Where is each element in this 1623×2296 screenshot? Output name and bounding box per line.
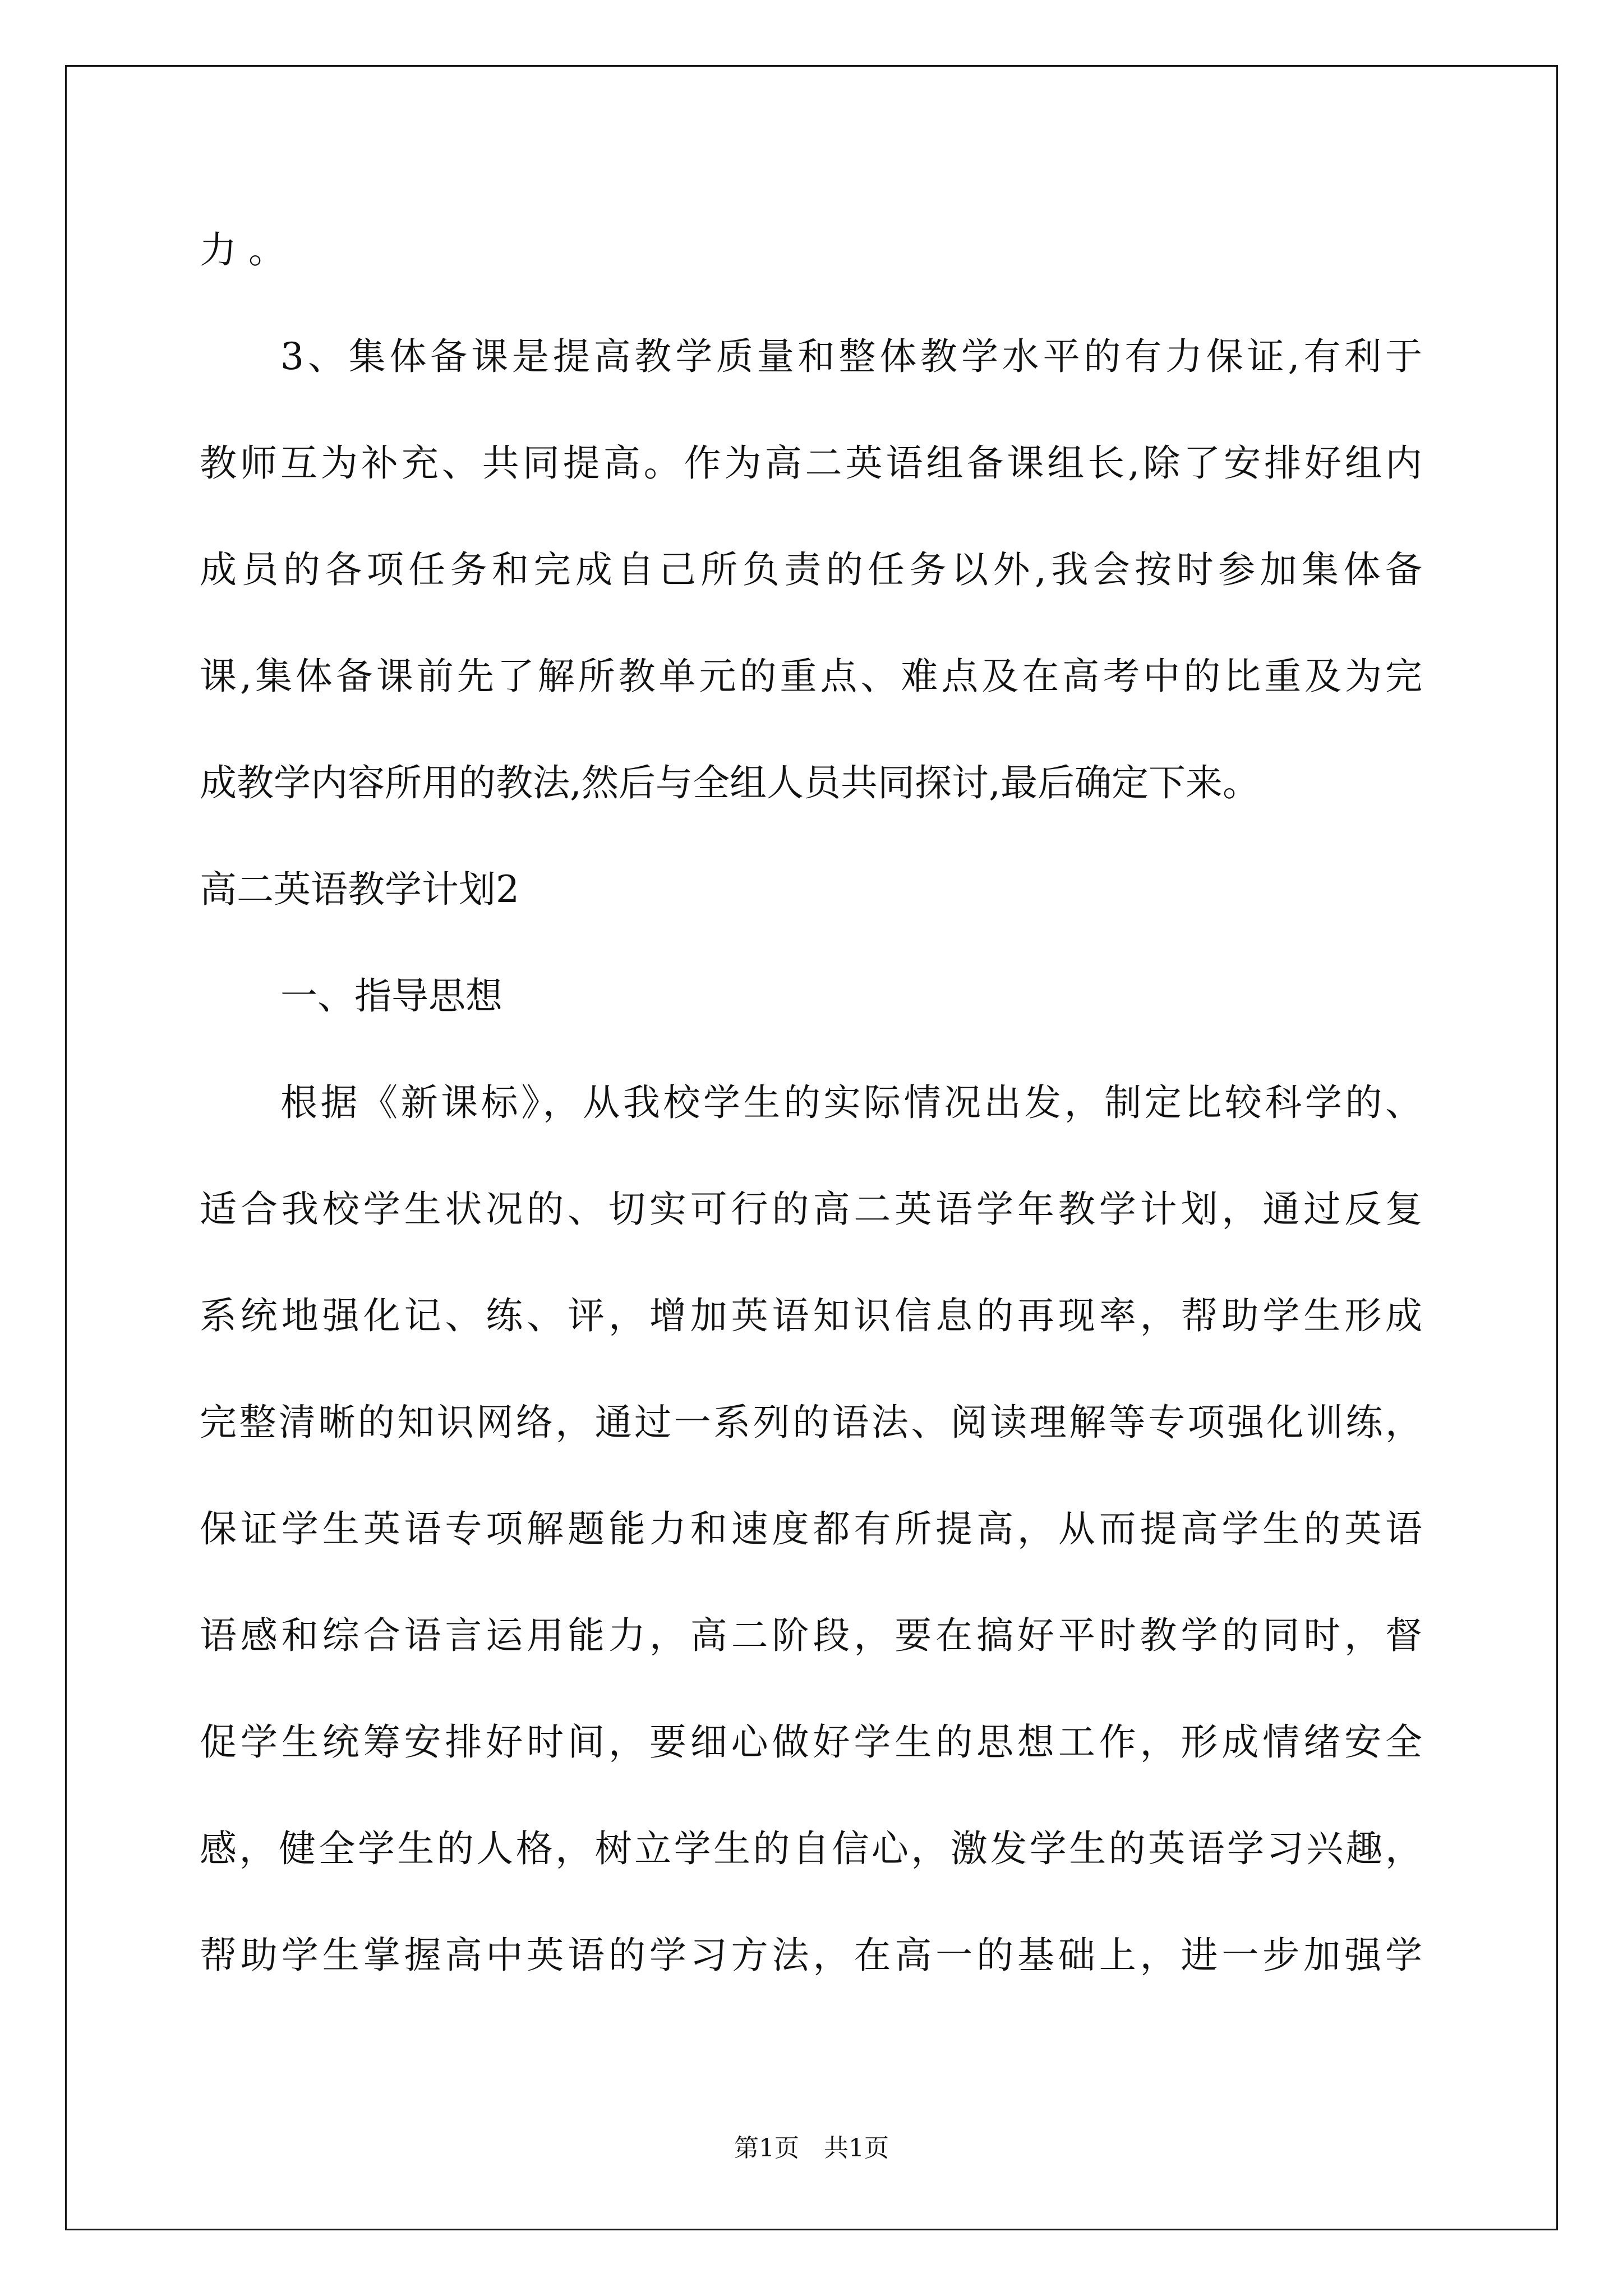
text-line: 语感和综合语言运用能力，高二阶段，要在搞好平时教学的同时，督	[200, 1614, 1422, 1657]
page-number-footer: 第1页 共1页	[734, 2134, 889, 2162]
text-line: 根据《新课标》，从我校学生的实际情况出发，制定比较科学的、	[280, 1081, 1422, 1124]
text-line: 力 。	[200, 228, 285, 272]
text-line: 适合我校学生状况的、切实可行的高二英语学年教学计划，通过反复	[200, 1188, 1422, 1231]
text-line: 成教学内容所用的教法,然后与全组人员共同探讨,最后确定下来。	[200, 761, 1260, 804]
page-border	[65, 65, 1558, 2230]
text-line: 完整清晰的知识网络，通过一系列的语法、阅读理解等专项强化训练，	[200, 1401, 1422, 1444]
text-line: 促学生统筹安排好时间，要细心做好学生的思想工作，形成情绪安全	[200, 1720, 1422, 1764]
text-line: 教师互为补充、共同提高。作为高二英语组备课组长,除了安排好组内	[200, 441, 1422, 485]
text-line: 3、集体备课是提高教学质量和整体教学水平的有力保证,有利于	[280, 335, 1422, 378]
text-line: 帮助学生掌握高中英语的学习方法，在高一的基础上，进一步加强学	[200, 1934, 1422, 1977]
section-heading: 高二英语教学计划2	[200, 868, 519, 911]
text-line: 课,集体备课前先了解所教单元的重点、难点及在高考中的比重及为完	[200, 655, 1422, 698]
text-line: 保证学生英语专项解题能力和速度都有所提高，从而提高学生的英语	[200, 1507, 1422, 1550]
text-line: 感，健全学生的人格，树立学生的自信心，激发学生的英语学习兴趣，	[200, 1827, 1422, 1870]
subsection-heading: 一、指导思想	[280, 974, 502, 1018]
text-line: 成员的各项任务和完成自己所负责的任务以外,我会按时参加集体备	[200, 548, 1422, 591]
text-line: 系统地强化记、练、评，增加英语知识信息的再现率，帮助学生形成	[200, 1294, 1422, 1337]
